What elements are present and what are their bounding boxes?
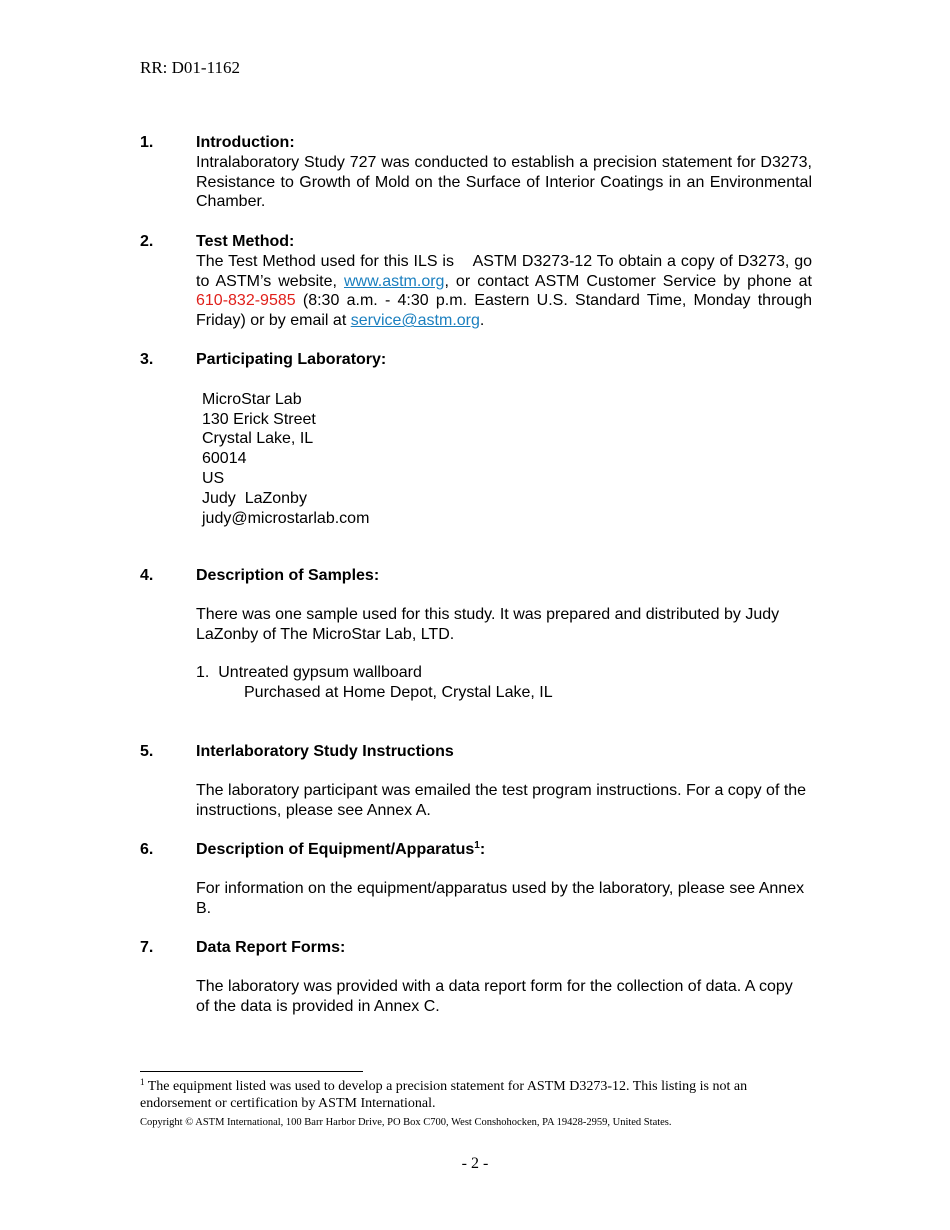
body-text: , or contact ASTM Customer Service by phone at	[444, 272, 813, 290]
section-body: Intralaboratory Study 727 was conducted to establish a precision statement for D3273, Resistance to Growth of Mold on the Surface of Interior Coatings in an Environmental Chamber.	[196, 153, 812, 211]
address-line: 60014	[202, 450, 247, 468]
section-number: 6.	[140, 841, 154, 858]
section-title: Data Report Forms:	[196, 939, 346, 956]
section-body: There was one sample used for this study. It was prepared and distributed by Judy LaZonby of The MicroStar Lab, LTD.	[196, 605, 780, 643]
footnote-marker: 1	[140, 1077, 145, 1087]
section-title: Test Method:	[196, 233, 295, 250]
astm-website-link[interactable]: www.astm.org	[343, 272, 445, 290]
section-description-of-samples	[140, 566, 812, 703]
copyright-notice: Copyright © ASTM International, 100 Barr Harbor Drive, PO Box C700, West Conshohocken, PA 19428-2959, United States.	[140, 1117, 672, 1128]
section-title-end: :	[479, 841, 486, 858]
section-test-method	[140, 232, 817, 331]
section-number: 5.	[140, 743, 154, 760]
section-title: Description of Equipment/Apparatus	[196, 841, 475, 858]
address-line: Crystal Lake, IL	[202, 430, 314, 448]
section-title: Description of Samples:	[196, 567, 380, 584]
section-body: The laboratory participant was emailed the test program instructions. For a copy of the instructions, please see Annex A.	[196, 781, 807, 819]
page-number: - 2 -	[461, 1155, 489, 1172]
section-title: Interlaboratory Study Instructions	[196, 743, 454, 760]
section-body: For information on the equipment/apparatus used by the laboratory, please see Annex B.	[196, 879, 805, 917]
section-number: 4.	[140, 567, 154, 584]
body-text: (8:30 a.m. - 4:30 p.m. Eastern U.S. Standard Time, Monday through Friday) or by email at	[196, 292, 812, 330]
section-interlaboratory-instructions	[140, 742, 812, 820]
section-number: 2.	[140, 233, 154, 250]
section-title: Introduction:	[196, 134, 295, 151]
body-text: The Test Method used for this ILS is ASTM D3273-12 To obtain a copy of D3273, go to ASTM’s website,	[196, 252, 817, 290]
address-line: judy@microstarlab.com	[202, 509, 370, 527]
section-number: 3.	[140, 351, 154, 368]
section-participating-laboratory	[140, 350, 812, 528]
section-number: 7.	[140, 939, 154, 956]
section-number: 1.	[140, 134, 154, 151]
address-line: US	[202, 469, 225, 487]
address-line: Judy LaZonby	[202, 489, 307, 507]
phone-number: 610-832-9585	[196, 292, 296, 310]
section-title: Participating Laboratory:	[196, 351, 387, 368]
section-data-report-forms	[140, 938, 812, 1016]
list-item-detail: Purchased at Home Depot, Crystal Lake, IL	[244, 684, 553, 702]
section-introduction	[140, 133, 812, 212]
section-body	[196, 252, 817, 331]
report-id: RR: D01-1162	[140, 58, 240, 77]
lab-address	[202, 390, 812, 529]
body-text: .	[479, 312, 485, 330]
email-link[interactable]: service@astm.org	[350, 312, 480, 330]
footnote	[140, 1078, 810, 1112]
address-line: 130 Erick Street	[202, 410, 316, 428]
footnote-divider	[140, 1071, 363, 1072]
list-item: 1. Untreated gypsum wallboard	[196, 664, 422, 682]
footnote-reference: 1	[474, 840, 480, 851]
section-body: The laboratory was provided with a data report form for the collection of data. A copy of the data is provided in Annex C.	[196, 977, 793, 1015]
address-line: MicroStar Lab	[202, 390, 302, 408]
section-equipment	[140, 840, 812, 918]
footnote-text: The equipment listed was used to develop a precision statement for ASTM D3273-12. This listing is not an endorsement or certification by ASTM International.	[140, 1079, 748, 1111]
